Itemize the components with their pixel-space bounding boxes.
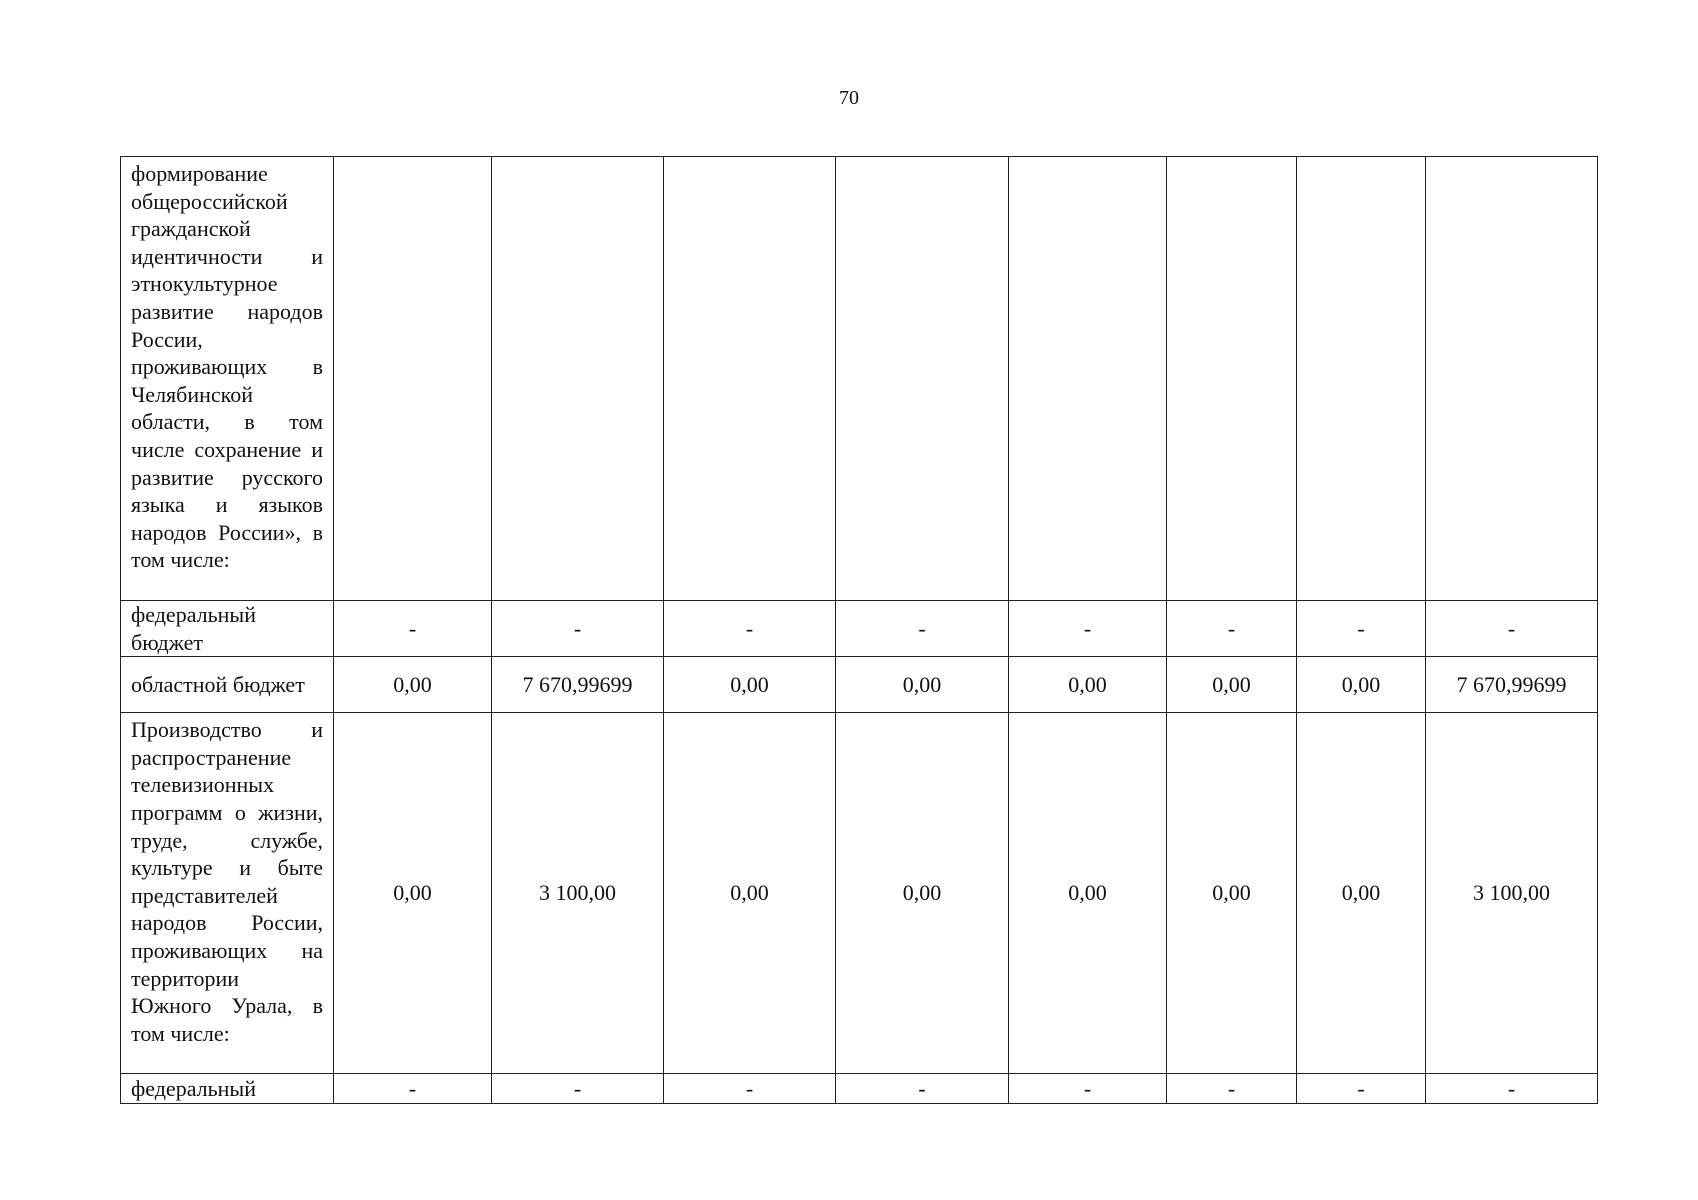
table-row — [121, 713, 1598, 1074]
table-cell: - — [1426, 601, 1598, 657]
table-cell: - — [836, 1074, 1009, 1104]
table-cell: - — [1297, 1074, 1426, 1104]
row-label: федеральный бюджет — [121, 601, 334, 657]
table-cell: 3 100,00 — [1426, 713, 1598, 1074]
table-row — [121, 657, 1598, 713]
table-cell — [334, 157, 492, 601]
table-row — [121, 157, 1598, 601]
table-cell: 0,00 — [1009, 713, 1167, 1074]
table-cell: - — [1426, 1074, 1598, 1104]
table-cell: - — [1297, 601, 1426, 657]
table-cell: 0,00 — [664, 657, 836, 713]
row-label: Производство и распространение телевизионных программ о жизни, труде, службе, культуре и быте представителей народов России, проживающих на территории Южного Урала, в том числе: — [121, 713, 334, 1074]
table-row — [121, 1074, 1598, 1104]
table-cell: 0,00 — [664, 713, 836, 1074]
table-cell — [1426, 157, 1598, 601]
table-cell: 0,00 — [836, 713, 1009, 1074]
page-number: 70 — [839, 87, 859, 109]
table-cell: 0,00 — [1297, 657, 1426, 713]
table-cell: - — [1009, 601, 1167, 657]
table-cell: - — [1009, 1074, 1167, 1104]
table-cell: 0,00 — [1009, 657, 1167, 713]
table-cell: - — [664, 1074, 836, 1104]
row-label: областной бюджет — [121, 657, 334, 713]
table-cell: - — [1167, 601, 1297, 657]
table-cell: 7 670,99699 — [1426, 657, 1598, 713]
table-cell — [1009, 157, 1167, 601]
table-cell: - — [836, 601, 1009, 657]
table-cell — [836, 157, 1009, 601]
table-cell: 0,00 — [1167, 657, 1297, 713]
table-cell: - — [664, 601, 836, 657]
table-cell: - — [1167, 1074, 1297, 1104]
table-cell: - — [334, 1074, 492, 1104]
row-label: формирование общероссийской гражданской идентичности и этнокультурное развитие народов России, проживающих в Челябинской области, в том числе сохранение и развитие русского языка и языков народов России», в том числе: — [121, 157, 334, 601]
table-cell: 0,00 — [1297, 713, 1426, 1074]
table-cell — [1167, 157, 1297, 601]
table-cell: - — [492, 1074, 664, 1104]
table-cell — [1297, 157, 1426, 601]
table-cell: 0,00 — [334, 713, 492, 1074]
table-cell — [664, 157, 836, 601]
table-cell: - — [492, 601, 664, 657]
table-cell: 0,00 — [836, 657, 1009, 713]
table-cell: 0,00 — [1167, 713, 1297, 1074]
table-cell: 7 670,99699 — [492, 657, 664, 713]
budget-table — [120, 156, 1598, 1104]
table-cell: - — [334, 601, 492, 657]
table-cell — [492, 157, 664, 601]
table-cell: 0,00 — [334, 657, 492, 713]
row-label: федеральный — [121, 1074, 334, 1104]
table-cell: 3 100,00 — [492, 713, 664, 1074]
table-row — [121, 601, 1598, 657]
